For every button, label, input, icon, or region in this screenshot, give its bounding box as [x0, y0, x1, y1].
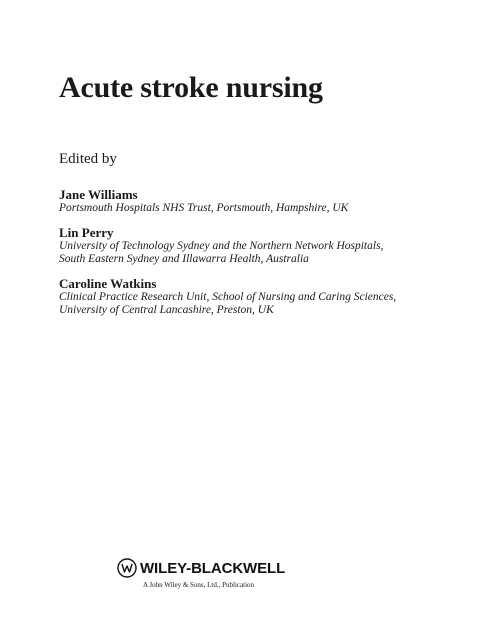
affiliation-line: University of Central Lancashire, Preston, UK [59, 304, 274, 316]
editor-name: Lin Perry [59, 225, 114, 240]
book-title: Acute stroke nursing [59, 71, 323, 104]
edited-by-label: Edited by [59, 151, 117, 167]
editor-entry [59, 187, 469, 215]
affiliation-line: South Eastern Sydney and Illawarra Health, Australia [59, 253, 309, 265]
editor-name: Jane Williams [59, 187, 138, 202]
affiliation-line: Portsmouth Hospitals NHS Trust, Portsmouth, Hampshire, UK [59, 202, 349, 214]
editor-name: Caroline Watkins [59, 276, 157, 291]
editor-affiliation [59, 240, 469, 266]
publisher-name: WILEY-BLACKWELL [140, 559, 286, 577]
publisher-logo [117, 558, 289, 578]
publisher-block [117, 558, 289, 590]
editor-entry [59, 225, 469, 266]
publisher-subline: A John Wiley & Sons, Ltd., Publication [143, 581, 255, 589]
affiliation-line: University of Technology Sydney and the Northern Network Hospitals, [59, 240, 384, 252]
editor-entry [59, 276, 469, 317]
editors-list [59, 187, 469, 327]
editor-affiliation [59, 291, 469, 317]
wiley-emblem-icon [117, 558, 137, 578]
editor-affiliation [59, 202, 469, 215]
affiliation-line: Clinical Practice Research Unit, School of Nursing and Caring Sciences, [59, 291, 397, 303]
